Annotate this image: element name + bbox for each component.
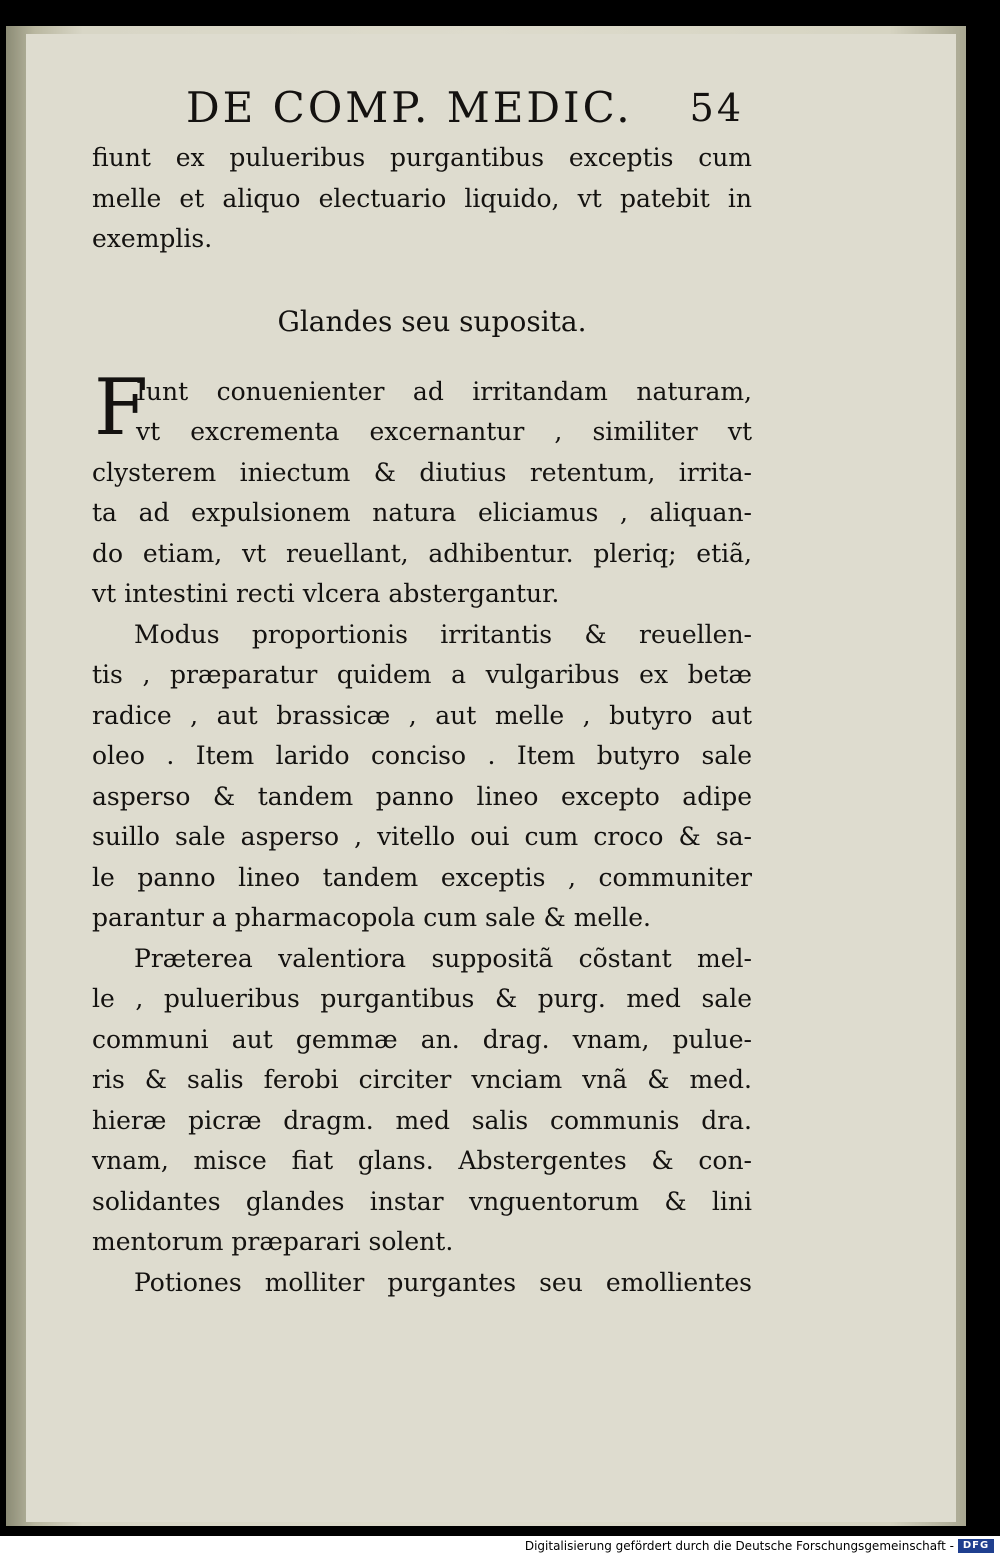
text-line: vt intestini recti vlcera abstergantur. xyxy=(92,579,560,608)
intro-paragraph xyxy=(92,138,752,260)
text-line: do etiam, vt reuellant, adhibentur. pleriq; etiã, xyxy=(92,538,752,568)
text-line: melle et aliquo electuario liquido, vt patebit in xyxy=(92,183,752,213)
paragraph-1 xyxy=(92,362,752,615)
text-line: fiunt ex pulueribus purgantibus exceptis cum xyxy=(92,143,752,172)
text-line: oleo . Item larido conciso . Item butyro sale xyxy=(92,741,752,770)
text-line: hieræ picræ dragm. med salis communis dra. xyxy=(92,1105,752,1135)
text-line: suillo sale asperso , vitello oui cum croco & sa- xyxy=(92,822,752,851)
page-text xyxy=(92,78,752,1303)
digitization-footer xyxy=(0,1536,1000,1556)
text-line: solidantes glandes instar vnguentorum & lini xyxy=(92,1186,752,1216)
text-line: tis , præparatur quidem a vulgaribus ex betæ xyxy=(92,660,752,689)
text-line: le panno lineo tandem exceptis , communiter xyxy=(92,862,752,892)
text-line: parantur a pharmacopola cum sale & melle. xyxy=(92,903,651,932)
section-heading: Glandes seu suposita. xyxy=(277,304,587,338)
text-line: Potiones molliter purgantes seu emollientes xyxy=(134,1267,752,1297)
text-line: mentorum præparari solent. xyxy=(92,1227,454,1256)
paragraph-2 xyxy=(92,615,752,939)
text-line: ta ad expulsionem natura eliciamus , aliquan- xyxy=(92,498,752,527)
running-head-title: DE COMP. MEDIC. xyxy=(186,83,633,132)
text-line: radice , aut brassicæ , aut melle , butyro aut xyxy=(92,700,752,730)
text-line: communi aut gemmæ an. drag. vnam, pulue- xyxy=(92,1024,752,1054)
drop-capital: F xyxy=(94,362,149,453)
text-line: Iunt conuenienter ad irritandam naturam, xyxy=(136,376,752,406)
text-line: exemplis. xyxy=(92,224,213,253)
funding-credit: Digitalisierung gefördert durch die Deutsche Forschungsgemeinschaft - xyxy=(524,1539,954,1553)
text-line: clysterem iniectum & diutius retentum, irrita- xyxy=(92,457,752,487)
text-line: asperso & tandem panno lineo excepto adipe xyxy=(92,781,752,811)
text-line: vnam, misce fiat glans. Abstergentes & con- xyxy=(92,1146,752,1175)
text-line: le , pulueribus purgantibus & purg. med sale xyxy=(92,984,752,1013)
page-number: 54 xyxy=(689,86,744,130)
running-head xyxy=(92,78,752,138)
text-line: Præterea valentiora suppositã cõstant mel- xyxy=(134,943,752,973)
dfg-logo: DFG xyxy=(958,1539,994,1553)
text-line: ris & salis ferobi circiter vnciam vnã & med. xyxy=(92,1065,752,1094)
paragraph-3 xyxy=(92,939,752,1263)
text-line: Modus proportionis irritantis & reuellen- xyxy=(134,619,752,649)
paragraph-4 xyxy=(92,1263,752,1304)
text-line: vt excrementa excernantur , similiter vt xyxy=(136,417,752,446)
